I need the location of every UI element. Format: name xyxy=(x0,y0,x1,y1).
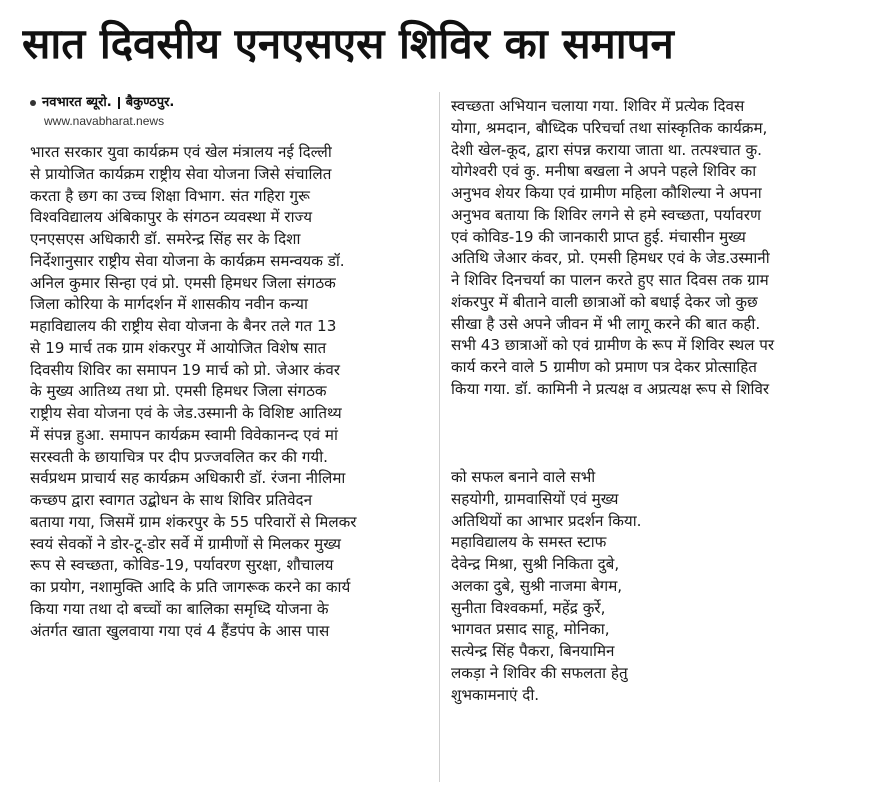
text-line: महाविद्यालय के समस्त स्टाफ xyxy=(451,533,607,552)
text-line: जिला कोरिया के मार्गदर्शन में शासकीय नवीन कन्या xyxy=(30,295,308,314)
dateline-place: बैकुण्ठपुर. xyxy=(125,95,175,110)
text-line: अनुभव शेयर किया एवं ग्रामीण महिला कौशिल्या ने अपना xyxy=(451,184,762,202)
text-line: के मुख्य आतिथ्य तथा प्रो. एमसी हिमधर जिला संगठक xyxy=(30,382,327,401)
text-line: से 19 मार्च तक ग्राम शंकरपुर में आयोजित विशेष सात xyxy=(30,338,327,357)
text-line: सरस्वती के छायाचित्र पर दीप प्रज्जवलित कर की गयी. xyxy=(30,447,328,466)
text-line: सुनीता विश्वकर्मा, महेंद्र कुर्रे, xyxy=(451,598,606,617)
text-line: अनिल कुमार सिन्हा एवं प्रो. एमसी हिमधर जिला संगठक xyxy=(30,273,336,292)
text-line: लकड़ा ने शिविर की सफलता हेतु xyxy=(451,663,628,682)
text-line: योगा, श्रमदान, बौध्दिक परिचर्चा तथा सांस्कृतिक कार्यक्रम, xyxy=(451,118,768,137)
text-line: भागवत प्रसाद साहू, मोनिका, xyxy=(451,620,610,639)
text-line: का प्रयोग, नशामुक्ति आदि के प्रति जागरूक करने का कार्य xyxy=(30,578,351,596)
text-line: अतिथियों का आभार प्रदर्शन किया. xyxy=(451,511,642,530)
left-column xyxy=(30,142,428,642)
text-line: में संपन्न हुआ. समापन कार्यक्रम स्वामी विवेकानन्द एवं मां xyxy=(30,425,338,444)
text-line: बताया गया, जिसमें ग्राम शंकरपुर के 55 परिवारों से मिलकर xyxy=(30,512,357,531)
text-line: सभी 43 छात्राओं को एवं ग्रामीण के रूप में शिविर स्थल पर xyxy=(451,336,775,355)
text-line: देशी खेल-कूद, द्वारा संपन्न कराया जाता था. तत्पश्चात कु. xyxy=(451,140,762,159)
text-line: एवं कोविड-19 की जानकारी प्राप्त हुई. मंचासीन मुख्य xyxy=(451,227,746,246)
text-line: एनएसएस अधिकारी डॉ. समरेन्द्र सिंह सर के दिशा xyxy=(30,230,301,248)
text-line: रूप से स्वच्छता, कोविड-19, पर्यावरण सुरक्षा, शौचालय xyxy=(30,556,334,575)
text-line: दिवसीय शिविर का समापन 19 मार्च को प्रो. जेआर कंवर xyxy=(30,360,340,379)
text-line: सर्वप्रथम प्राचार्य सह कार्यक्रम अधिकारी डॉ. रंजना नीलिमा xyxy=(30,469,346,488)
text-line: को सफल बनाने वाले सभी xyxy=(451,468,596,486)
right-column xyxy=(451,96,848,401)
text-line: स्वच्छता अभियान चलाया गया. शिविर में प्रत्येक दिवस xyxy=(451,97,745,115)
text-line: करता है छग का उच्च शिक्षा विभाग. संत गहिरा गुरू xyxy=(30,186,310,205)
text-line: शंकरपुर में बीताने वाली छात्राओं को बधाई देकर जो कुछ xyxy=(451,292,758,311)
right-column-narrow xyxy=(451,467,701,706)
column-divider xyxy=(439,92,440,782)
text-line: स्वयं सेवकों ने डोर-टू-डोर सर्वे में ग्रामीणों से मिलकर मुख्य xyxy=(30,534,341,553)
text-line: भारत सरकार युवा कार्यक्रम एवं खेल मंत्रालय नई दिल्ली xyxy=(30,143,332,161)
dateline xyxy=(30,92,174,110)
text-line: विश्वविद्यालय अंबिकापुर के संगठन व्यवस्था में राज्य xyxy=(30,208,313,227)
text-line: किया गया. डॉ. कामिनी ने प्रत्यक्ष व अप्रत्यक्ष रूप से शिविर xyxy=(451,379,770,398)
text-line: अतिथि जेआर कंवर, प्रो. एमसी हिमधर एवं के जेड.उस्मानी xyxy=(451,249,770,268)
text-line: सहयोगी, ग्रामवासियों एवं मुख्य xyxy=(451,489,619,508)
text-line: अंतर्गत खाता खुलवाया गया एवं 4 हैंडपंप के आस पास xyxy=(30,621,330,640)
headline: सात दिवसीय एनएसएस शिविर का समापन xyxy=(22,19,674,68)
text-line: ने शिविर दिनचर्या का पालन करते हुए सात दिवस तक ग्राम xyxy=(451,271,769,289)
dateline-separator xyxy=(118,97,120,109)
text-line: कच्छप द्वारा स्वागत उद्बोधन के साथ शिविर प्रतिवेदन xyxy=(30,491,313,509)
text-line: सीखा है उसे अपने जीवन में भी लागू करने की बात कही. xyxy=(451,314,761,333)
text-line: शुभकामनाएं दी. xyxy=(451,685,540,704)
text-line: राष्ट्रीय सेवा योजना एवं के जेड.उस्मानी के विशिष्ट आतिथ्य xyxy=(30,404,342,422)
text-line: योगेश्वरी एवं कु. मनीषा बखला ने अपने पहले शिविर का xyxy=(451,162,757,181)
text-line: सत्येन्द्र सिंह पैकरा, बिनयामिन xyxy=(451,642,615,660)
text-line: महाविद्यालय की राष्ट्रीय सेवा योजना के बैनर तले गत 13 xyxy=(30,317,337,335)
text-line: अनुभव बताया कि शिविर लगने से हमे स्वच्छता, पर्यावरण xyxy=(451,205,761,224)
text-line: निर्देशानुसार राष्ट्रीय सेवा योजना के कार्यक्रम समन्वयक डॉ. xyxy=(30,251,345,270)
text-line: किया गया तथा दो बच्चों का बालिका समृध्दि योजना के xyxy=(30,599,329,618)
dateline-source: नवभारत ब्यूरो. xyxy=(42,95,112,110)
text-line: कार्य करने वाले 5 ग्रामीण को प्रमाण पत्र देकर प्रोत्साहित xyxy=(451,358,757,376)
bullet-icon xyxy=(30,100,36,106)
text-line: अलका दुबे, सुश्री नाजमा बेगम, xyxy=(451,576,623,595)
text-line: देवेन्द्र मिश्रा, सुश्री निकिता दुबे, xyxy=(451,555,620,573)
text-line: से प्रायोजित कार्यक्रम राष्ट्रीय सेवा योजना जिसे संचालित xyxy=(30,164,332,183)
website-url: www.navabharat.news xyxy=(44,114,165,128)
